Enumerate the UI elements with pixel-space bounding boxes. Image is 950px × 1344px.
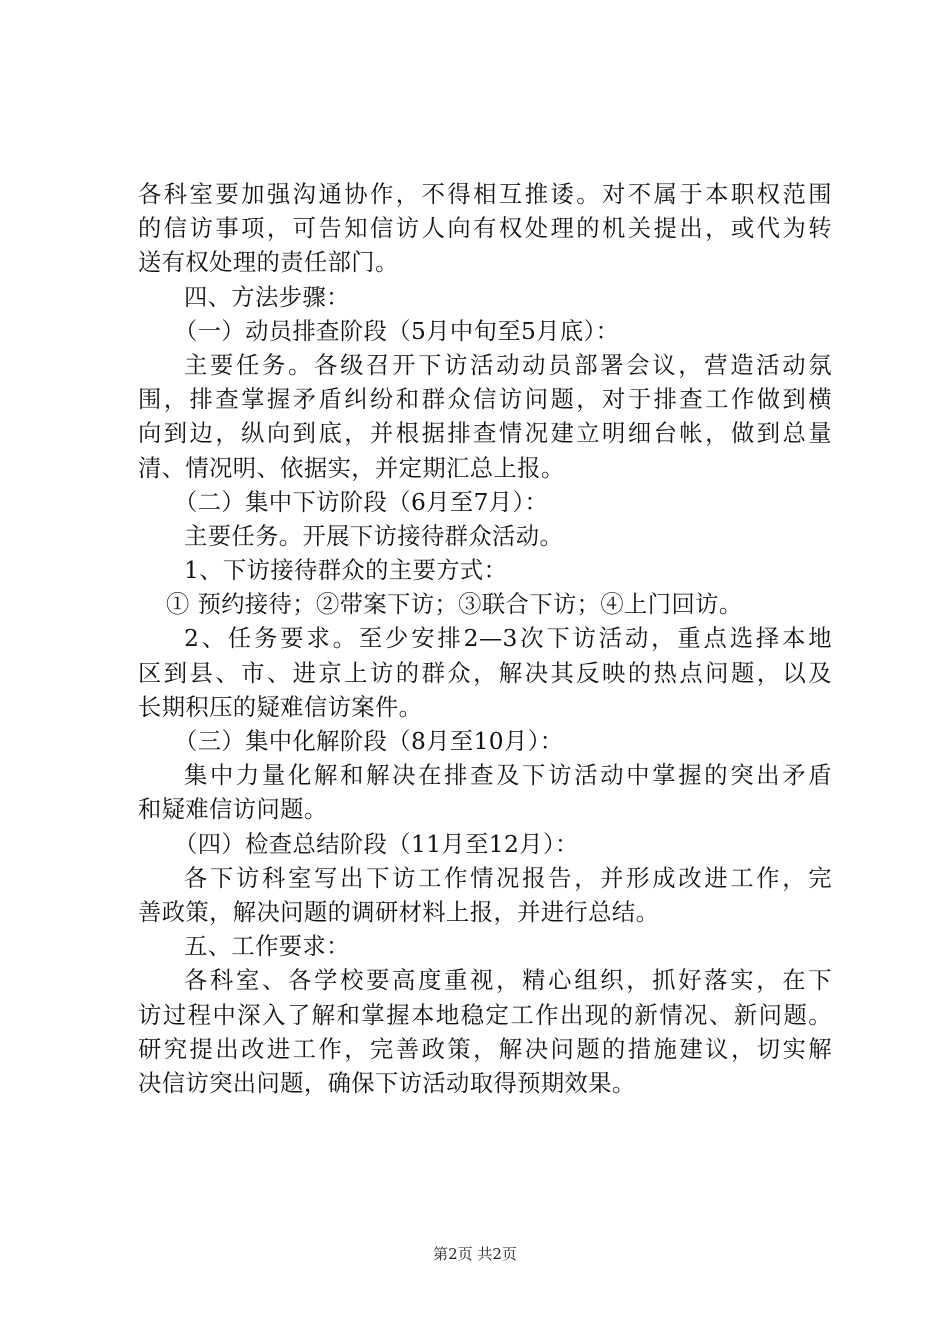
text-line: 访过程中深入了解和掌握本地稳定工作出现的新情况、新问题。 [138, 1001, 832, 1029]
text-line: 各科室要加强沟通协作，不得相互推诿。对不属于本职权范围 [138, 181, 832, 208]
text-line: 送有权处理的责任部门。 [138, 249, 399, 277]
text-line: 各科室、各学校要高度重视，精心组织，抓好落实，在下 [184, 967, 832, 995]
document-body [138, 178, 832, 1101]
text-line: 2、任务要求。至少安排2—3次下访活动，重点选择本地 [184, 625, 832, 653]
text-line: 集中力量化解和解决在排查及下访活动中掌握的突出矛盾 [184, 762, 832, 790]
text-line: 围，排查掌握矛盾纠纷和群众信访问题，对于排查工作做到横 [138, 386, 832, 414]
section-heading: 四、方法步骤： [184, 283, 350, 311]
text-line: 1、下访接待群众的主要方式： [184, 557, 508, 585]
text-line: 清、情况明、依据实，并定期汇总上报。 [138, 454, 565, 482]
subsection-heading: （一）动员排查阶段（5月中旬至5月底）： [174, 317, 620, 345]
section-heading: 五、工作要求： [184, 933, 350, 961]
text-line: 的信访事项，可告知信访人向有权处理的机关提出，或代为转 [138, 215, 832, 243]
subsection-heading: （二）集中下访阶段（6月至7月）： [174, 488, 549, 516]
subsection-heading: （三）集中化解阶段（8月至10月）： [174, 728, 564, 755]
subsection-heading: （四）检查总结阶段（11月至12月）： [174, 830, 579, 858]
text-line: 主要任务。各级召开下访活动动员部署会议，营造活动氛 [184, 351, 832, 379]
text-line: 研究提出改进工作，完善政策，解决问题的措施建议，切实解 [138, 1035, 832, 1063]
text-line: ① 预约接待；②带案下访；③联合下访；④上门回访。 [166, 591, 743, 619]
text-line: 长期积压的疑难信访案件。 [138, 693, 423, 721]
text-line: 善政策，解决问题的调研材料上报，并进行总结。 [138, 898, 660, 926]
text-line: 向到边，纵向到底，并根据排查情况建立明细台帐，做到总量 [138, 420, 832, 448]
text-line: 各下访科室写出下访工作情况报告，并形成改进工作，完 [184, 864, 832, 892]
text-line: 决信访突出问题，确保下访活动取得预期效果。 [138, 1069, 636, 1097]
page-number: 第2页 共2页 [433, 1245, 517, 1263]
text-line: 区到县、市、进京上访的群众，解决其反映的热点问题，以及 [138, 659, 832, 687]
text-line: 主要任务。开展下访接待群众活动。 [184, 522, 564, 550]
text-line: 和疑难信访问题。 [138, 796, 328, 824]
